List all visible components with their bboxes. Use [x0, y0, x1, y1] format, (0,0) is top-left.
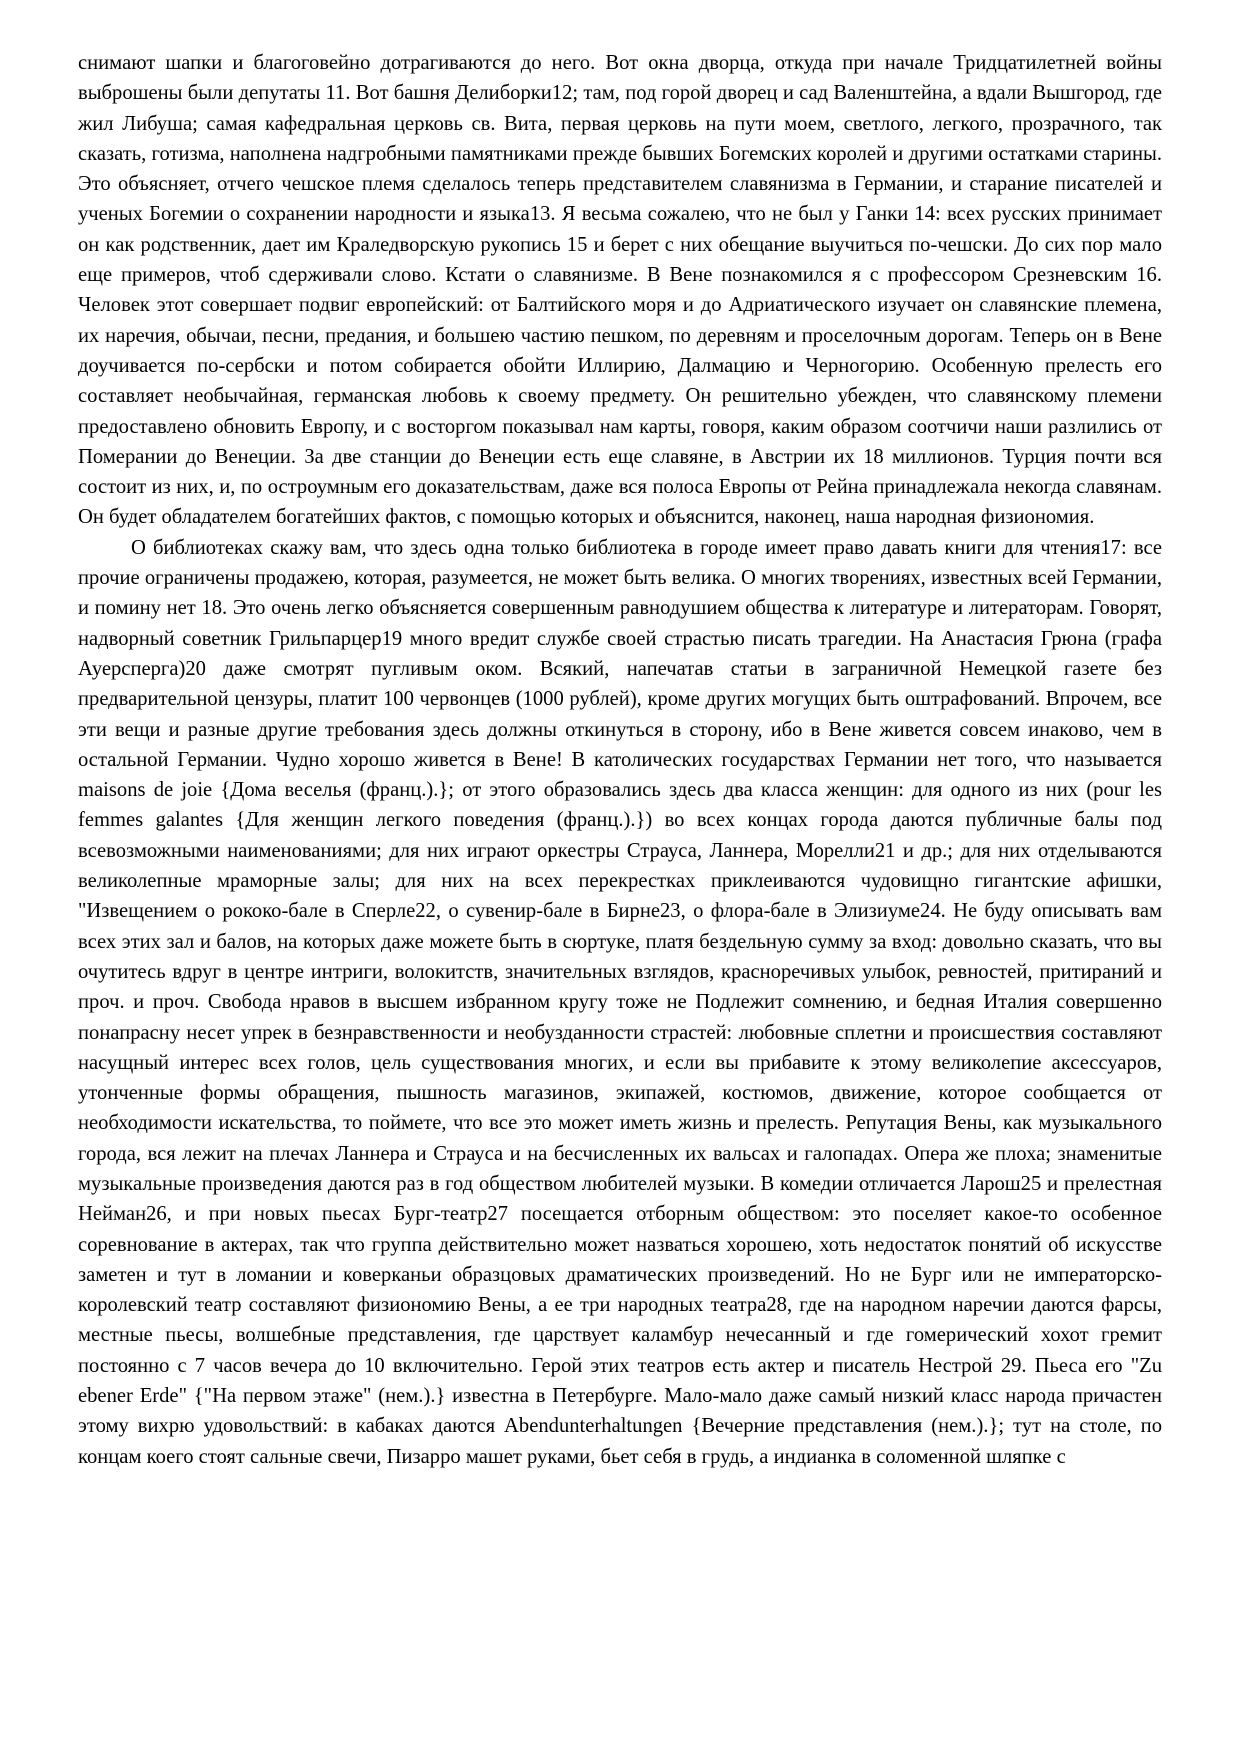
paragraph-vienna-libraries-theatres: О библиотеках скажу вам, что здесь одна только библиотека в городе имеет право давать книги для чтения17: все прочие ограничены продажею, которая, разумеется, не может быть велика. О многих творениях, известных всей Германии, и помину нет 18. Это очень легко объясняется совершенным равнодушием общества к литературе и литераторам. Говорят, надворный советник Грильпарцер19 много вредит службе своей страстью писать трагедии. На Анастасия Грюна (графа Ауерсперга)20 даже смотрят пугливым оком. Всякий, напечатав статьи в заграничной Немецкой газете без предварительной цензуры, платит 100 червонцев (1000 рублей), кроме других могущих быть оштрафований. Впрочем, все эти вещи и разные другие требования здесь должны откинуться в сторону, ибо в Вене живется совсем инаково, чем в остальной Германии. Чудно хорошо живется в Вене! В католических государствах Германии нет того, что называется maisons de joie {Дома веселья (франц.).}; от этого образовались здесь два класса женщин: для одного из них (pour les femmes galantes {Для женщин легкого поведения (франц.).}) во всех концах города даются публичные балы под всевозможными наименованиями; для них играют оркестры Страуса, Ланнера, Морелли21 и др.; для них отделываются великолепные мраморные залы; для них на всех перекрестках приклеиваются чудовищно гигантские афишки, "Извещением о рококо-бале в Сперле22, о сувенир-бале в Бирне23, о флора-бале в Элизиуме24. Не буду описывать вам всех этих зал и балов, на которых даже можете быть в сюртуке, платя бездельную сумму за вход: довольно сказать, что вы очутитесь вдруг в центре интриги, волокитств, значительных взглядов, красноречивых улыбок, ревностей, притираний и проч. и проч. Свобода нравов в высшем избранном кругу тоже не Подлежит сомнению, и бедная Италия совершенно понапрасну несет упрек в безнравственности и необузданности страстей: любовные сплетни и происшествия составляют насущный интерес всех голов, цель существования многих, и если вы прибавите к этому великолепие аксессуаров, утонченные формы обращения, пышность магазинов, экипажей, костюмов, движение, которое сообщается от необходимости искательства, то поймете, что все это может иметь жизнь и прелесть. Репутация Вены, как музыкального города, вся лежит на плечах Ланнера и Страуса и на бесчисленных их вальсах и галопадах. Опера же плоха; знаменитые музыкальные произведения даются раз в год обществом любителей музыки. В комедии отличается Ларош25 и прелестная Нейман26, и при новых пьесах Бург-театр27 посещается отборным обществом: это поселяет какое-то особенное соревнование в актерах, так что группа действительно может назваться хорошею, хоть недостаток понятий об искусстве заметен и тут в ломании и коверканьи образцовых драматических произведений. Но не Бург или не императорско-королевский театр составляют физиономию Вены, а ее три народных театра28, где на народном наречии даются фарсы, местные пьесы, волшебные представления, где царствует каламбур нечесанный и где гомерический хохот гремит постоянно с 7 часов вечера до 10 включительно. Герой этих театров есть актер и писатель Нестрой 29. Пьеса его "Zu ebener Erde" {"На первом этаже" (нем.).} известна в Петербурге. Мало-мало даже самый низкий класс народа причастен этому вихрю удовольствий: в кабаках даются Abendunterhaltungen {Вечерние представления (нем.).}; тут на столе, по концам коего стоят сальные свечи, Пизарро машет руками, бьет себя в грудь, а индианка в соломенной шляпке с — [78, 536, 1162, 1468]
document-page — [78, 48, 1162, 1472]
paragraph-prague-slavism: снимают шапки и благоговейно дотрагиваются до него. Вот окна дворца, откуда при начале Тридцатилетней войны выброшены были депутаты 11. Вот башня Делиборки12; там, под горой дворец и сад Валенштейна, а вдали Вышгород, где жил Либуша; самая кафедральная церковь св. Вита, первая церковь на пути моем, светлого, легкого, прозрачного, так сказать, готизма, наполнена надгробными памятниками прежде бывших Богемских королей и другими остатками старины. Это объясняет, отчего чешское племя сделалось теперь представителем славянизма в Германии, и старание писателей и ученых Богемии о сохранении народности и языка13. Я весьма сожалею, что не был у Ганки 14: всех русских принимает он как родственник, дает им Краледворскую рукопись 15 и берет с них обещание выучиться по-чешски. До сих пор мало еще примеров, чтоб сдерживали слово. Кстати о славянизме. В Вене познакомился я с профессором Срезневским 16. Человек этот совершает подвиг европейский: от Балтийского моря и до Адриатического изучает он славянские племена, их наречия, обычаи, песни, предания, и большею частию пешком, по деревням и проселочным дорогам. Теперь он в Вене доучивается по-сербски и потом собирается обойти Иллирию, Далмацию и Черногорию. Особенную прелесть его составляет необычайная, германская любовь к своему предмету. Он решительно убежден, что славянскому племени предоставлено обновить Европу, и с восторгом показывал нам карты, говоря, каким образом соотчичи наши разлились от Померании до Венеции. За две станции до Венеции есть еще славяне, в Австрии их 18 миллионов. Турция почти вся состоит из них, и, по остроумным его доказательствам, даже вся полоса Европы от Рейна принадлежала некогда славянам. Он будет обладателем богатейших фактов, с помощью которых и объяснится, наконец, наша народная физиономия. — [78, 52, 1162, 529]
